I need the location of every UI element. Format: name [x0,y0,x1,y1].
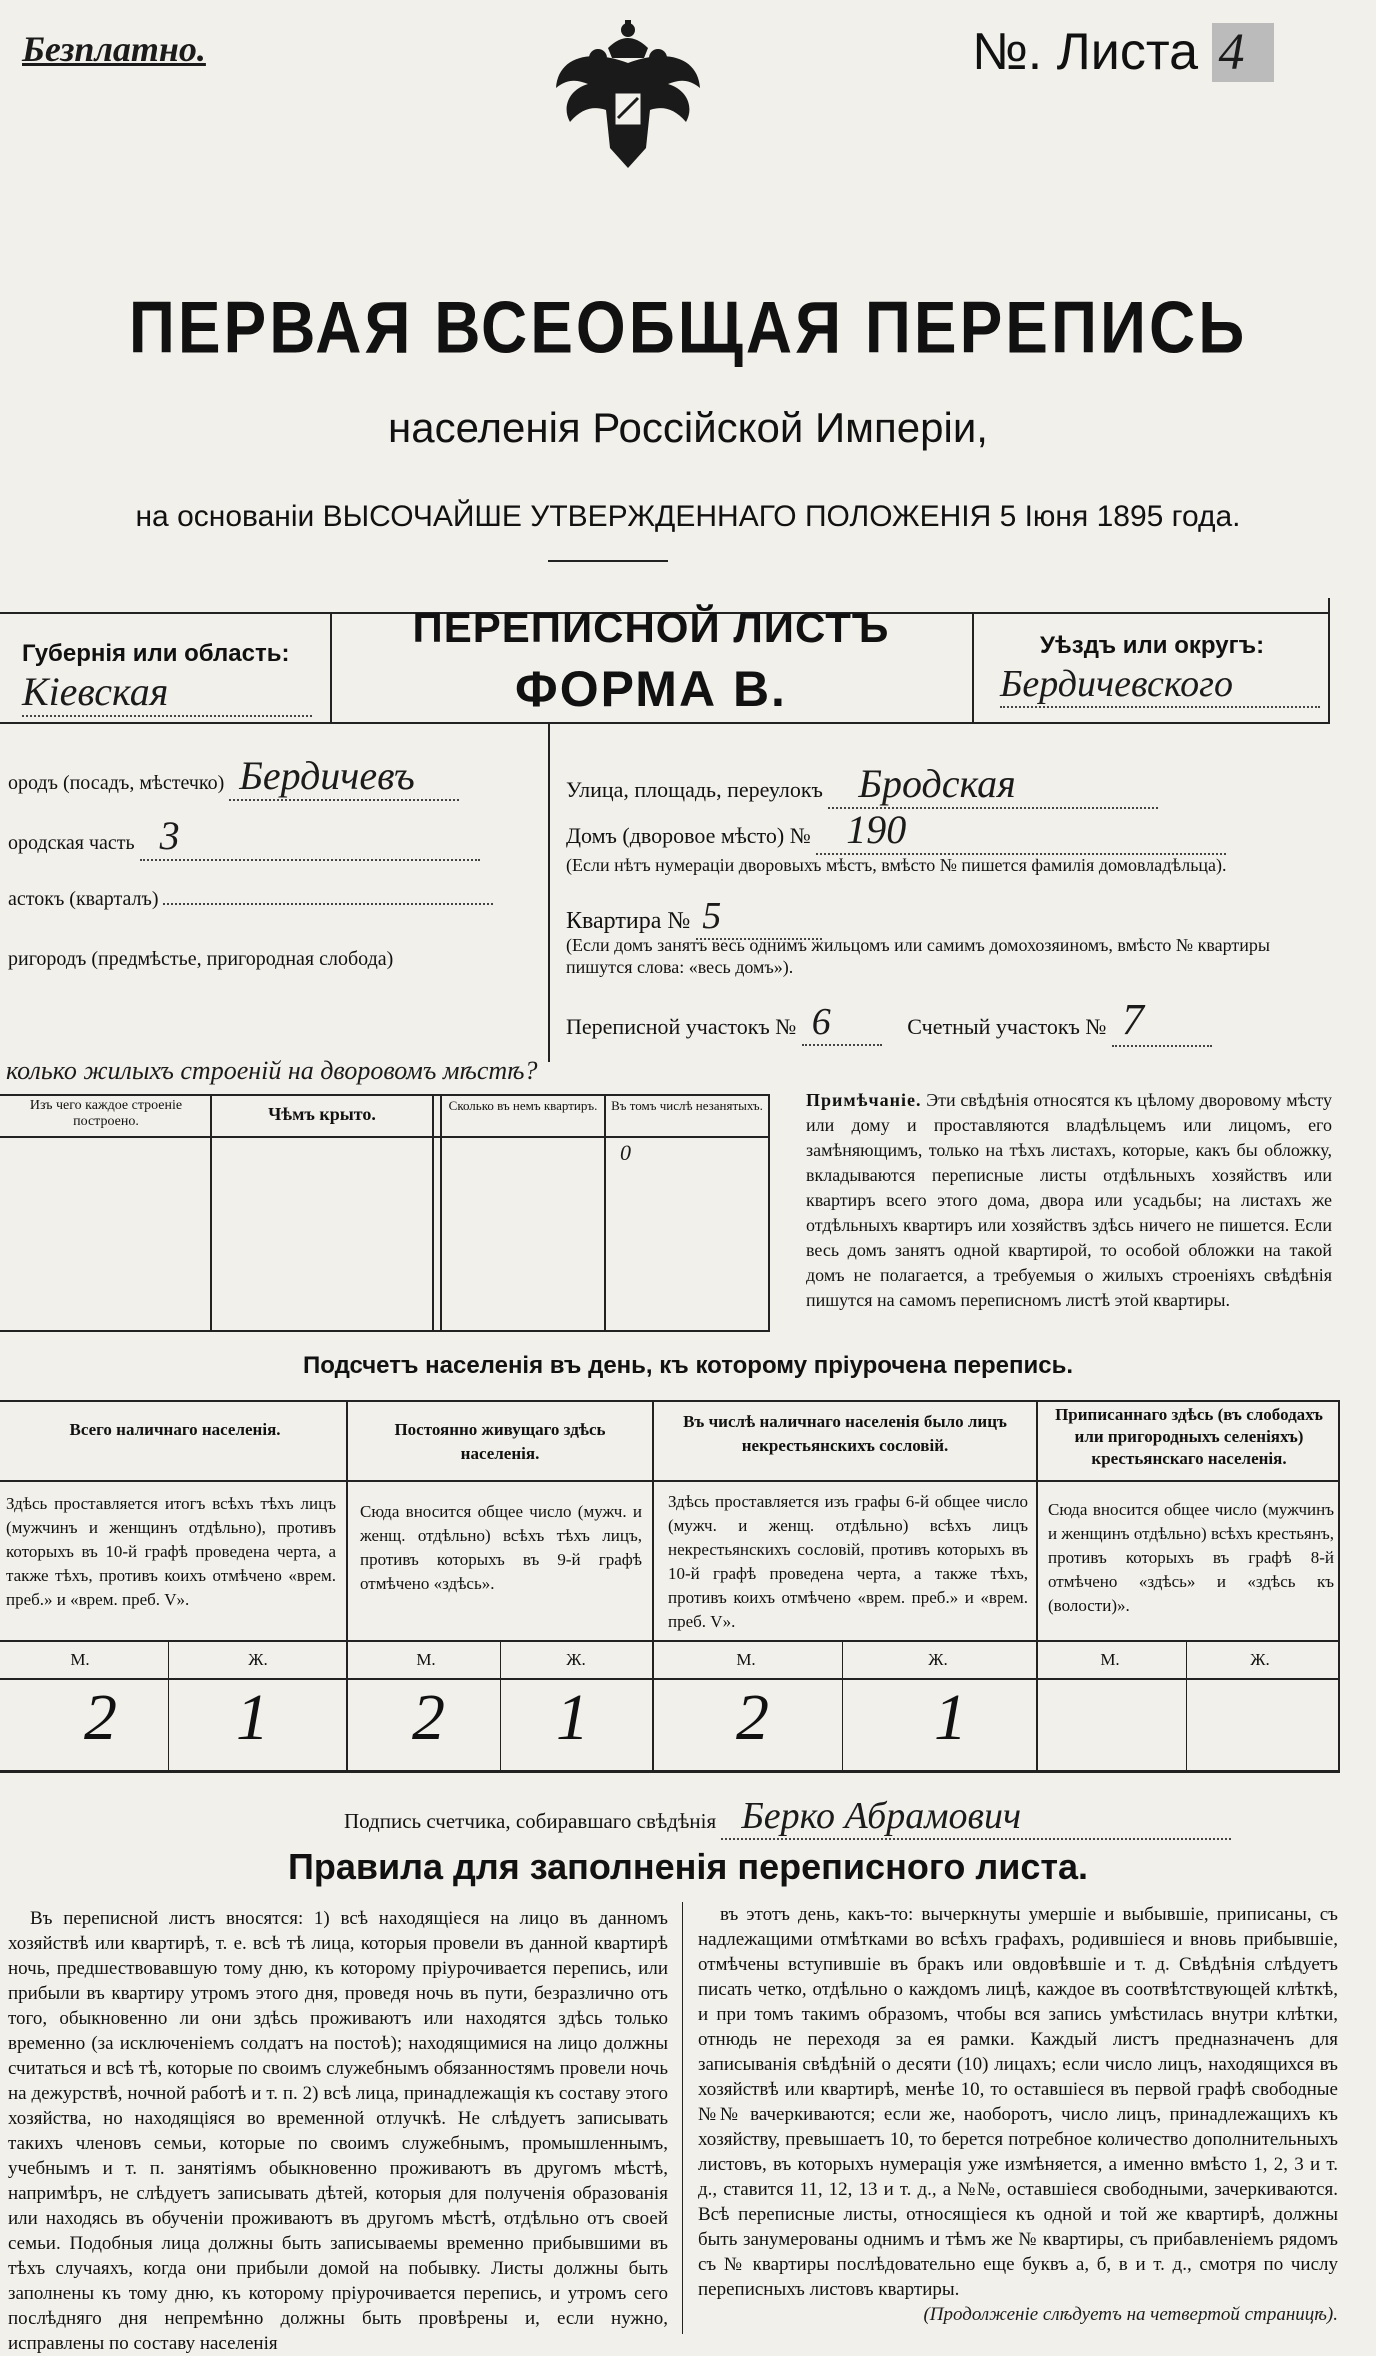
count-col1-head: Всего наличнаго населенія. [69,1420,281,1439]
suburb-field [8,948,538,971]
col3-m-label: М. [736,1650,756,1669]
subtitle: населенія Россійской Имперіи, [388,404,988,451]
city-label: ородъ (посадъ, мѣстечко) [8,772,225,794]
buildings-header-material: Изъ чего каждое строеніе построено. [29,1098,183,1129]
col1-zh-value: 1 [236,1681,269,1754]
count-col1-text: Здѣсь проставляется итогъ всѣхъ тѣхъ лицъ (мужчинъ и женщинъ отдѣльно), противъ которыхъ въ 10-й графѣ проведена черта, а также тѣхъ, противъ коихъ отмѣчено «врем. преб.» и «врем. преб. V». [6,1494,336,1609]
col4-m-label: М. [1100,1650,1120,1669]
guberniya-value: Кіевская [22,668,312,717]
free-label: Безплатно. [22,29,206,69]
sheet-number-label: №. Листа [972,23,1199,81]
apartment-note: (Если домъ занятъ весь однимъ жильцомъ или самимъ домохозяиномъ, вмѣсто № квартиры пишутся слова: «весь домъ»). [566,935,1270,977]
guberniya-label: Губернія или область: [22,640,290,667]
col1-zh-label: Ж. [248,1650,268,1669]
uezd-label: Уѣздъ или округъ: [1040,632,1265,659]
col2-zh-value: 1 [556,1681,589,1754]
count-col2-head: Постоянно живущаго здѣсь населенія. [394,1420,606,1463]
street-field [566,760,1336,809]
buildings-header-vacant: Въ томъ числѣ незанятыхъ. [611,1098,763,1113]
rules-continuation: (Продолженіе слѣдуетъ на четвертой страницѣ). [923,2304,1338,2325]
rules-left-text: Въ переписной листъ вносятся: 1) всѣ находящіеся на лицо въ данномъ хозяйствѣ или квартирѣ, т. е. всѣ тѣ лица, которыя провели въ данной квартирѣ ночь, предшествовавшую тому дню, къ которому пріурочивается перепись, или прибыли въ квартиру утромъ этого дня, проведя ночь въ пути, безразлично отъ того, обыкновенно ли они здѣсь проживаютъ или находятся здѣсь только временно (за исключеніемъ солдатъ на постоѣ); находящимися на лицо должны считаться и всѣ тѣ, которые по своимъ служебнымъ обязанностямъ провели ночь на дежурствѣ, ночной работѣ и т. п. 2) всѣ лица, принадлежащія къ составу этого хозяйства, но находящіяся во временной отлучкѣ. Не слѣдуетъ записывать такихъ членовъ семьи, которые по своимъ служебнымъ, промышленнымъ, учебнымъ и т. п. занятіямъ обыкновенно проживаютъ въ другомъ мѣстѣ, напримѣръ, не слѣдуетъ записывать дѣтей, которыя для полученія образованія или находясь въ обученіи проживаютъ въ другомъ мѣстѣ, отдѣльно отъ своей семьи. Подобныя лица должны быть записываемы временно прибывшими въ тѣхъ случаяхъ, когда они прибыли домой на побывку. Листы должны быть заполнены къ тому дню, къ которому пріурочивается перепись, и утромъ сего послѣдняго дня непремѣнно должны быть провѣрены и, если нужно, исправлены по составу населенія [8,1908,668,2354]
buildings-question: колько жилыхъ строеній на дворовомъ мѣстѣ? [6,1056,538,1085]
buildings-header-roof: Чѣмъ крыто. [268,1104,376,1124]
col3-zh-value: 1 [934,1681,967,1754]
sheet-number-value: 4 [1212,23,1274,82]
count-district-label: Счетный участокъ № [907,1014,1107,1039]
count-col2-text: Сюда вносится общее число (мужч. и женщ. отдѣльно) всѣхъ тѣхъ лицъ, противъ которыхъ въ 9-й графѣ отмѣчено «здѣсь». [360,1502,642,1593]
col2-zh-label: Ж. [566,1650,586,1669]
col1-m-value: 2 [84,1681,117,1754]
district-field [8,812,528,861]
note-title: Примѣчаніе. [806,1090,922,1110]
uezd-value: Бердичевского [1000,662,1320,708]
col4-zh-label: Ж. [1250,1650,1270,1669]
rules-left-column [8,1906,668,2356]
note-block [806,1088,1332,1313]
city-field [8,752,528,801]
count-col4-text: Сюда вносится общее число (мужчинъ и женщинъ отдѣльно) всѣхъ крестьянъ, противъ которыхъ въ графѣ 8-й отмѣчено «здѣсь» и «здѣсь къ (волости)». [1048,1500,1334,1615]
form-name: ПЕРЕПИСНОЙ ЛИСТЪ [412,604,890,651]
coat-of-arms-icon [548,18,708,178]
buildings-header-apartments: Сколько въ немъ квартиръ. [448,1098,598,1113]
col3-zh-label: Ж. [928,1650,948,1669]
col2-m-label: М. [416,1650,436,1669]
signature-value: Берко Абрамович [721,1794,1231,1840]
quarter-field [8,888,528,911]
rules-right-column [698,1902,1338,2327]
col3-m-value: 2 [736,1681,769,1754]
count-col3-text: Здѣсь проставляется изъ графы 6-й общее число (мужч. и женщ. отдѣльно) всѣхъ лицъ некрестьянскихъ сословій, противъ которыхъ въ 10-й графѣ проведена черта, а также тѣхъ, противъ коихъ отмѣчено «врем. преб.» и «врем. преб. V». [668,1492,1028,1631]
signature-label: Подпись счетчика, собиравшаго свѣдѣнія [344,1809,717,1833]
count-district-value: 7 [1112,994,1212,1047]
count-col3-head: Въ числѣ наличнаго населенія было лицъ некрестьянскихъ сословій. [683,1412,1007,1455]
quarter-label: астокъ (кварталъ) [8,888,159,910]
suburb-label: ригородъ (предмѣстье, пригородная слобода) [8,948,394,970]
count-section-title: Подсчетъ населенія въ день, къ которому пріурочена перепись. [303,1352,1073,1379]
count-col4-head: Приписаннаго здѣсь (въ слободахъ или пригородныхъ селеніяхъ) крестьянскаго населенія. [1055,1405,1323,1468]
buildings-value: 0 [620,1140,631,1165]
form-letter: ФОРМА В. [515,661,787,717]
city-value: Бердичевъ [229,752,459,801]
house-label: Домъ (дворовое мѣсто) № [566,823,811,848]
col1-m-label: М. [70,1650,90,1669]
apartment-value: 5 [696,894,822,940]
house-field [566,806,1336,855]
house-value: 190 [816,806,1226,855]
census-district-label: Переписной участокъ № [566,1014,797,1039]
street-value: Бродская [828,760,1158,809]
census-district-value: 6 [802,1000,882,1046]
note-text: Эти свѣдѣнія относятся къ цѣлому дворовому мѣсту или дому и проставляются владѣльцемъ или лицомъ, его замѣняющимъ, только на тѣхъ листахъ, которые, какъ бы обложку, вкладываются переписные листы отдѣльныхъ хозяйствъ или квартиръ всего этого дома, двора или усадьбы; на листахъ же отдѣльныхъ квартиръ или хозяйствъ здѣсь ничего не пишется. Если весь домъ занятъ одной квартирой, то особой обложки на такой домъ не полагается, а требуемыя о жилыхъ строеніяхъ свѣдѣнія пишутся на самомъ переписномъ листѣ этой квартиры. [806,1090,1332,1310]
rules-title: Правила для заполненія переписного листа. [287,1846,1089,1887]
col2-m-value: 2 [412,1681,445,1754]
district-value: 3 [140,812,480,861]
street-label: Улица, площадь, переулокъ [566,777,823,802]
signature-field [344,1794,1344,1840]
census-district-field [566,994,1336,1047]
house-note: (Если нѣтъ нумераціи дворовыхъ мѣстъ, вмѣсто № пишется фамилія домовладѣльца). [566,855,1227,875]
apartment-label: Квартира № [566,908,691,934]
main-title: ПЕРВАЯ ВСЕОБЩАЯ ПЕРЕПИСЬ [128,285,1248,369]
sheet-number [972,22,1274,82]
quarter-value [163,903,493,905]
basis-line: на основаніи ВЫСОЧАЙШЕ УТВЕРЖДЕННАГО ПОЛОЖЕНІЯ 5 Іюня 1895 года. [135,500,1241,533]
rules-right-text: въ этотъ день, какъ-то: вычеркнуты умершіе и выбывшіе, приписаны, съ надлежащими отмѣтками во всѣхъ графахъ, родившіеся и вновь прибывшіе, отмѣчены вступившіе въ бракъ или овдовѣвшіе и т. д. Свѣдѣнія слѣдуетъ писать четко, отдѣльно о каждомъ лицѣ, каждое въ соотвѣтствующей клѣткѣ, и при томъ такимъ образомъ, чтобы вся запись умѣстилась внутри клѣтки, отнюдь не переходя за ея рамки. Каждый листъ предназначенъ для записыванія свѣдѣній о десяти (10) лицахъ; если число лицъ, находящихся въ хозяйствѣ или квартирѣ, менѣе 10, то оставшіеся въ первой графѣ свободные №№ вачеркиваются; если же, наоборотъ, число лицъ, принадлежащихъ къ хозяйству, превышаетъ 10, то берется потребное количество дополнительныхъ листовъ, въ которыхъ нумерація уже измѣняется, а именно вмѣсто 1, 2, 3 и т. д., ставится 11, 12, 13 и т. д., а №№, оставшіеся свободными, зачеркиваются. Всѣ переписные листы, относящіеся къ одной и той же квартирѣ, должны быть занумерованы однимъ и тѣмъ же № квартиры, съ прибавленіемъ рядомъ съ № квартиры послѣдовательно еще буквъ а, б, в и т. д., смотря по числу переписныхъ листовъ квартиры. [698,1904,1338,2300]
district-label: ородская часть [8,832,135,854]
